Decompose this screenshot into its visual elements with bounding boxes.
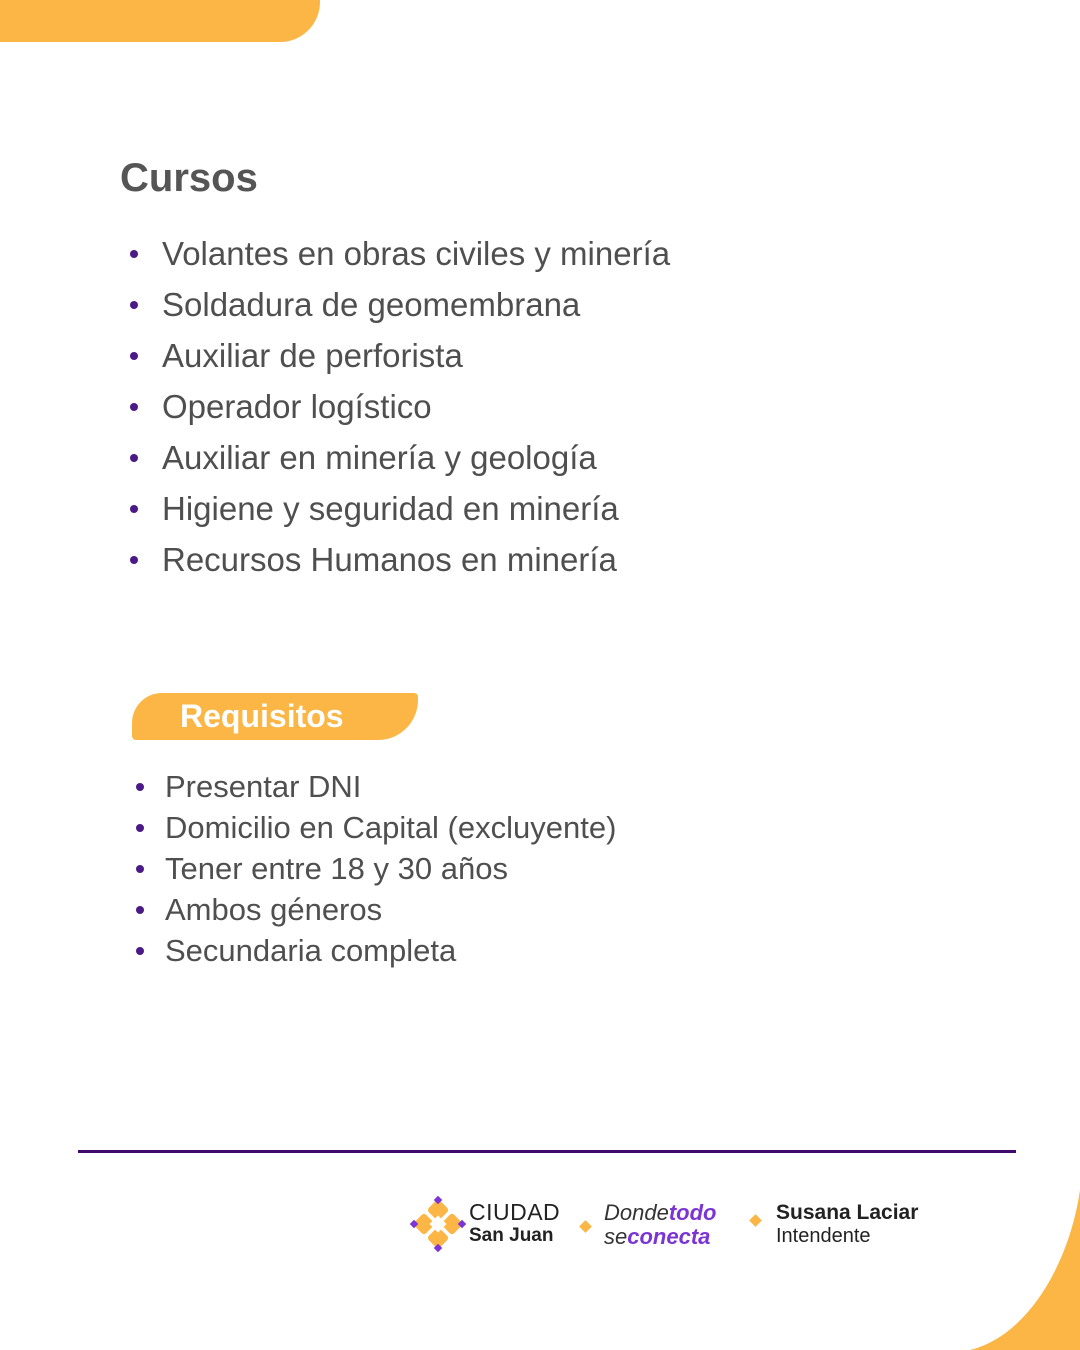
requirements-list — [136, 766, 616, 971]
course-item: Recursos Humanos en minería — [130, 534, 670, 585]
course-item: Auxiliar de perforista — [130, 330, 670, 381]
mayor-role: Intendente — [776, 1225, 871, 1247]
logo-line-2: San Juan — [469, 1225, 554, 1246]
ciudad-san-juan-wordmark — [469, 1201, 560, 1245]
requirement-item: Presentar DNI — [136, 766, 616, 807]
course-item: Auxiliar en minería y geología — [130, 432, 670, 483]
courses-list — [130, 228, 670, 585]
slogan-word: se — [604, 1224, 628, 1249]
top-accent-tab — [0, 0, 320, 42]
slogan — [604, 1202, 717, 1250]
requirement-item: Secundaria completa — [136, 930, 616, 971]
footer-divider — [78, 1150, 1016, 1153]
course-item: Volantes en obras civiles y minería — [130, 228, 670, 279]
footer-logos — [410, 1196, 950, 1252]
course-item: Soldadura de geomembrana — [130, 279, 670, 330]
mayor-name: Susana Laciar — [776, 1201, 919, 1224]
courses-title: Cursos — [120, 156, 258, 200]
separator-diamond — [579, 1220, 592, 1233]
course-item: Higiene y seguridad en minería — [130, 483, 670, 534]
course-item: Operador logístico — [130, 381, 670, 432]
logo-line-1: CIUDAD — [469, 1199, 561, 1225]
ciudad-san-juan-flower-icon — [410, 1196, 466, 1252]
requirements-badge — [132, 693, 418, 740]
requirement-item: Ambos géneros — [136, 889, 616, 930]
slogan-word: todo — [668, 1200, 717, 1225]
requirement-item: Tener entre 18 y 30 años — [136, 848, 616, 889]
slogan-word: Donde — [604, 1200, 669, 1225]
slogan-word: conecta — [627, 1224, 711, 1249]
separator-diamond — [749, 1214, 762, 1227]
requirements-title: Requisitos — [180, 698, 344, 734]
mayor-signature — [776, 1202, 918, 1246]
requirement-item: Domicilio en Capital (excluyente) — [136, 807, 616, 848]
